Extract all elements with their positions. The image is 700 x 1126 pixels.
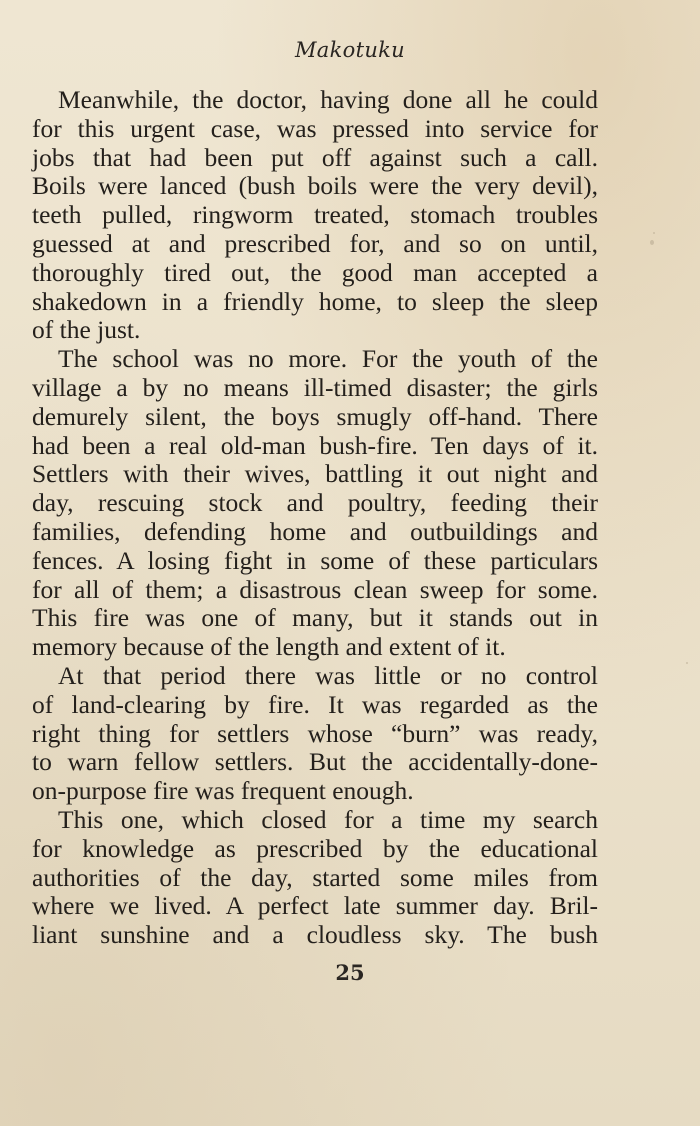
text-line: Settlers with their wives, battling it out night and	[32, 459, 598, 489]
text-line: liant sunshine and a cloudless sky. The bush	[32, 920, 598, 950]
paper-speck	[653, 232, 655, 234]
text-line: of land-clearing by fire. It was regarded as the	[32, 689, 598, 719]
text-line: authorities of the day, started some miles from	[32, 862, 598, 892]
text-line: This one, which closed for a time my search	[58, 804, 598, 834]
text-line: This fire was one of many, but it stands out in	[32, 603, 598, 633]
text-line: for all of them; a disastrous clean sweep for some.	[32, 574, 598, 604]
paper-speck	[650, 240, 654, 245]
text-line: of the just.	[32, 315, 141, 345]
text-line: At that period there was little or no control	[58, 660, 598, 690]
text-line: guessed at and prescribed for, and so on until,	[32, 228, 598, 258]
body-text	[32, 86, 598, 950]
text-line: village a by no means ill-timed disaster; the girls	[32, 372, 598, 402]
text-line: The school was no more. For the youth of the	[58, 344, 598, 374]
text-line: to warn fellow settlers. But the accidentally-done-	[32, 747, 598, 777]
text-line: shakedown in a friendly home, to sleep the sleep	[32, 286, 598, 316]
text-line: on-purpose fire was frequent enough.	[32, 776, 414, 806]
text-line: right thing for settlers whose “burn” was ready,	[32, 718, 598, 748]
text-line: for knowledge as prescribed by the educational	[32, 833, 598, 863]
text-line: thoroughly tired out, the good man accepted a	[32, 257, 598, 287]
text-line: Boils were lanced (bush boils were the very devil),	[32, 171, 598, 201]
text-line: demurely silent, the boys smugly off-hand. There	[32, 401, 598, 431]
text-line: for this urgent case, was pressed into service for	[32, 113, 598, 143]
page-number: 25	[335, 960, 365, 985]
text-line: Meanwhile, the doctor, having done all he could	[58, 85, 598, 114]
text-line: jobs that had been put off against such a call.	[32, 142, 598, 172]
text-line: had been a real old-man bush-fire. Ten days of it.	[32, 430, 598, 460]
text-line: memory because of the length and extent of it.	[32, 632, 506, 662]
text-line: families, defending home and outbuildings and	[32, 516, 598, 546]
text-line: teeth pulled, ringworm treated, stomach troubles	[32, 200, 598, 230]
paper-speck	[686, 662, 688, 664]
running-head: Makotuku	[294, 38, 405, 62]
text-line: where we lived. A perfect late summer day. Bril-	[32, 891, 598, 921]
text-line: fences. A losing fight in some of these particulars	[32, 545, 598, 575]
text-line: day, rescuing stock and poultry, feeding their	[32, 488, 598, 518]
